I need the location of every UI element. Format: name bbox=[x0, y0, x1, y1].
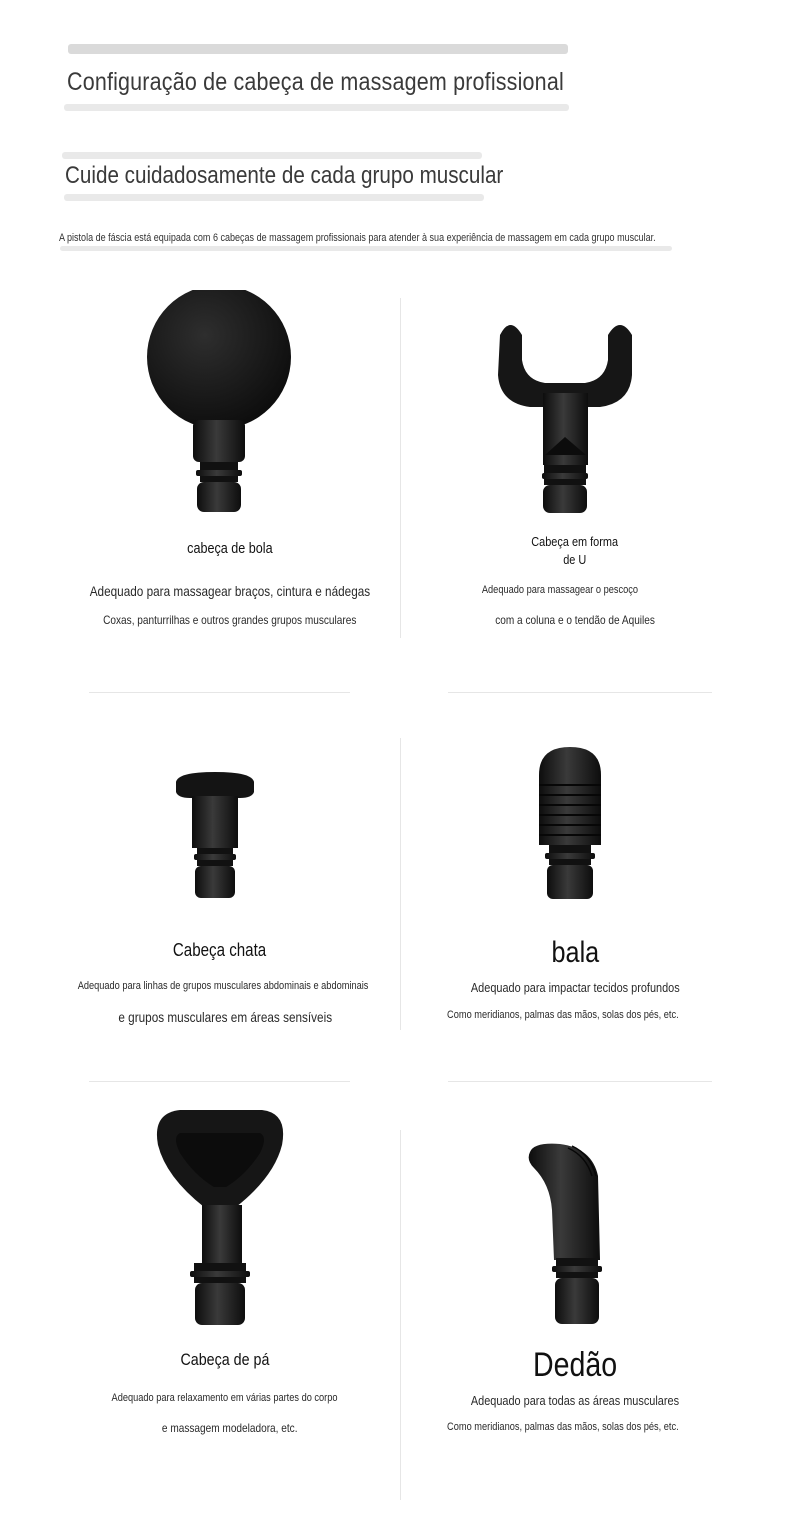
faded-header-artifact bbox=[64, 104, 569, 111]
head-usage-line: e grupos musculares em áreas sensíveis bbox=[118, 1009, 332, 1025]
head-name: Cabeça de pá bbox=[180, 1350, 270, 1369]
thumb-head-icon bbox=[520, 1140, 610, 1330]
head-usage-line: Adequado para massagear braços, cintura e nádegas bbox=[89, 583, 371, 599]
page-subtitle: Cuide cuidadosamente de cada grupo muscular bbox=[65, 162, 504, 189]
head-name: Cabeça chata bbox=[173, 940, 267, 960]
head-usage-line: Adequado para todas as áreas musculares bbox=[470, 1393, 680, 1408]
page-title: Configuração de cabeça de massagem profissional bbox=[67, 68, 564, 96]
head-name: cabeça de bola bbox=[187, 540, 273, 557]
head-name-line: Cabeça em forma bbox=[531, 534, 619, 549]
faded-header-artifact bbox=[62, 152, 482, 159]
head-name: bala bbox=[551, 936, 599, 969]
row-divider bbox=[89, 1081, 350, 1082]
head-usage-line: Coxas, panturrilhas e outros grandes grupos musculares bbox=[103, 613, 357, 627]
faded-header-artifact bbox=[64, 194, 484, 201]
column-divider bbox=[400, 1130, 401, 1500]
head-usage-line: com a coluna e o tendão de Aquiles bbox=[495, 613, 655, 627]
head-name-line: de U bbox=[563, 552, 587, 567]
ball-head-icon bbox=[140, 290, 300, 520]
faded-header-artifact bbox=[60, 246, 672, 251]
row-divider bbox=[89, 692, 350, 693]
head-usage-line: Como meridianos, palmas das mãos, solas dos pés, etc. bbox=[446, 1009, 679, 1021]
intro-text: A pistola de fáscia está equipada com 6 cabeças de massagem profissionais para atender à sua experiência de massagem em cada grupo muscular. bbox=[59, 232, 656, 244]
head-usage-line: e massagem modeladora, etc. bbox=[162, 1421, 298, 1435]
bullet-head-icon bbox=[535, 745, 605, 905]
flat-head-icon bbox=[170, 770, 260, 905]
head-usage-line: Adequado para impactar tecidos profundos bbox=[470, 980, 680, 995]
head-name: Dedão bbox=[532, 1346, 618, 1384]
u-shaped-head-icon bbox=[490, 315, 640, 520]
head-usage-line: Adequado para massagear o pescoço bbox=[481, 584, 639, 596]
faded-header-artifact bbox=[68, 44, 568, 54]
head-usage-line: Como meridianos, palmas das mãos, solas dos pés, etc. bbox=[446, 1421, 679, 1433]
row-divider bbox=[448, 692, 712, 693]
row-divider bbox=[448, 1081, 712, 1082]
head-usage-line: Adequado para linhas de grupos musculares abdominais e abdominais bbox=[77, 980, 369, 992]
head-usage-line: Adequado para relaxamento em várias partes do corpo bbox=[111, 1392, 339, 1404]
shovel-head-icon bbox=[150, 1105, 290, 1330]
